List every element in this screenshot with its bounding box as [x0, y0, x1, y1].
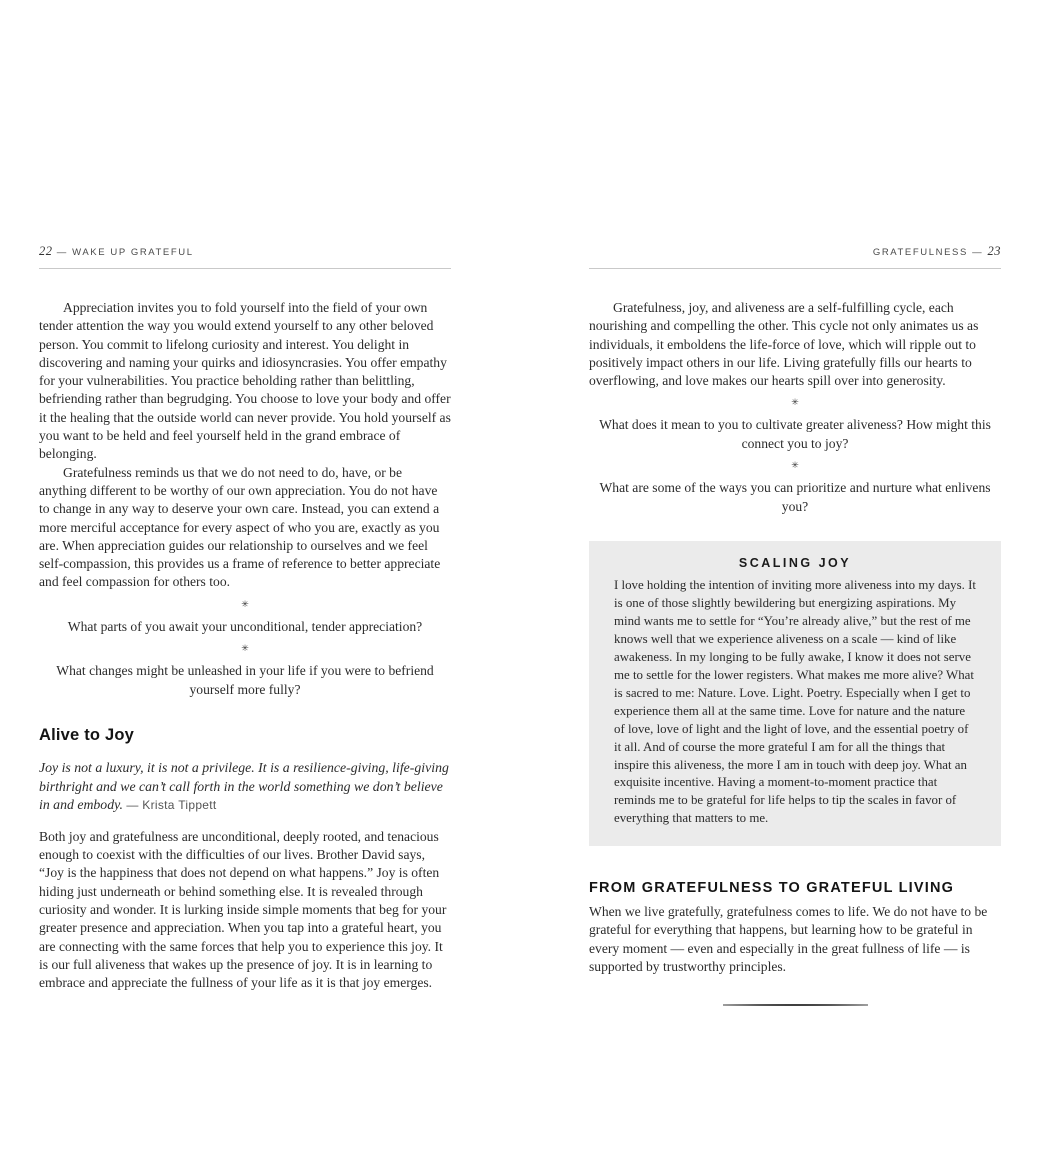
epigraph-quote [39, 759, 451, 815]
callout-body: I love holding the intention of inviting more aliveness into my days. It is one of those slightly bewildering but energizing aspirations. My mind wants me to settle for “You’re already alive,” but the rest of me knows well that we experience aliveness on a scale — kind of like awakeness. In my longing to be fully awake, I know it does not serve me to settle for the lower registers. What makes me more alive? What is sacred to me: Nature. Love. Light. Poetry. Especially when I get to experience them all at the same time. Love for nature and the nature of love, love of light and the light of love, and the essential poetry of it all. And of course the more grateful I am for all the things that inspire this aliveness, the more I am in touch with deep joy. What an exquisite incentive. Having a moment-to-moment practice that reminds me to be grateful for life helps to tip the scales in favor of everything that matters to me. [614, 578, 976, 826]
reflection-question: What changes might be unleashed in your life if you were to befriend yourself more fully? [56, 663, 434, 697]
section-heading-alive-to-joy: Alive to Joy [39, 726, 135, 745]
paragraph: Appreciation invites you to fold yourself into the field of your own tender attention the way you would extend yourself to any other beloved person. You commit to lifelong curiosity and interest. You delight in discovering and naming your quirks and idiosyncrasies. You offer empathy for your vulnerabilities. You practice beholding rather than belittling, befriending rather than begrudging. You choose to love your body and offer it the healing that the outside world can never provide. You hold yourself as you want to be held and feel yourself held in the grand embrace of belonging. [39, 300, 451, 462]
section-end-rule [723, 1004, 868, 1006]
page-number-left: 22 [39, 244, 53, 258]
left-page-body [39, 299, 451, 992]
paragraph: Both joy and gratefulness are unconditional, deeply rooted, and tenacious enough to coexist with the difficulties of our lives. Brother David says, “Joy is the happiness that does not depend on what happens.” Joy is often hiding just underneath or behind something else. It is revealed through curiosity and wonder. It is lurking inside simple moments that beg for your greater presence and appreciation. When you tap into a grateful heart, you are connecting with the same forces that help you to experience this joy. It is our full aliveness that wakes up the presence of joy. It is in learning to embrace and appreciate the fullness of your life as it is that joy emerges. [39, 828, 447, 991]
asterisk-divider-icon: ✳ [241, 599, 249, 610]
scaling-joy-callout-box [589, 541, 1001, 846]
running-head-right [589, 244, 1001, 269]
right-page-body [589, 299, 1001, 1006]
paragraph: Gratefulness reminds us that we do not need to do, have, or be anything different to be worthy of our own appreciation. You do not have to change in any way to deserve your own care. Instead, you can extend a more merciful acceptance for every aspect of who you are, exactly as you are. When appreciation guides our relationship to ourselves and we feel self-compassion, this provides us a frame of reference to better appreciate and feel compassion for others too. [39, 464, 441, 590]
page-right [589, 244, 1001, 1006]
running-head-title: WAKE UP GRATEFUL [72, 247, 194, 258]
running-head-dash: — [56, 247, 68, 258]
reflection-question: What parts of you await your unconditional, tender appreciation? [67, 618, 423, 634]
reflection-question: What does it mean to you to cultivate greater aliveness? How might this connect you to joy? [599, 417, 991, 451]
running-head-title: GRATEFULNESS [872, 247, 968, 258]
asterisk-divider-icon: ✳ [791, 461, 799, 472]
page-number-right: 23 [987, 244, 1001, 258]
asterisk-divider-icon: ✳ [791, 398, 799, 409]
running-head-dash: — [972, 247, 984, 258]
quote-attribution: — Krista Tippett [126, 798, 217, 813]
running-head-left [39, 244, 451, 269]
paragraph: Gratefulness, joy, and aliveness are a self-fulfilling cycle, each nourishing and compelling the other. This cycle not only animates us as individuals, it emboldens the life-force of love, which will ripple out to positively impact others in our life. Living gratefully fills our hearts to overflowing, and love makes our hearts spill over into generosity. [589, 300, 979, 389]
page-left [39, 244, 451, 992]
asterisk-divider-icon: ✳ [241, 644, 249, 655]
callout-title: SCALING JOY [738, 556, 852, 571]
paragraph: When we live gratefully, gratefulness comes to life. We do not have to be grateful for everything that happens, but learning how to be grateful in every moment — even and especially in the great fullness of life — is supported by trustworthy principles. [589, 904, 988, 975]
reflection-question: What are some of the ways you can prioritize and nurture what enlivens you? [599, 480, 991, 514]
quote-text: Joy is not a luxury, it is not a privilege. It is a resilience-giving, life-giving birthright and we can’t call forth in the world something we don’t believe in and embody. [39, 760, 449, 813]
section-heading-grateful-living: FROM GRATEFULNESS TO GRATEFUL LIVING [589, 880, 955, 897]
